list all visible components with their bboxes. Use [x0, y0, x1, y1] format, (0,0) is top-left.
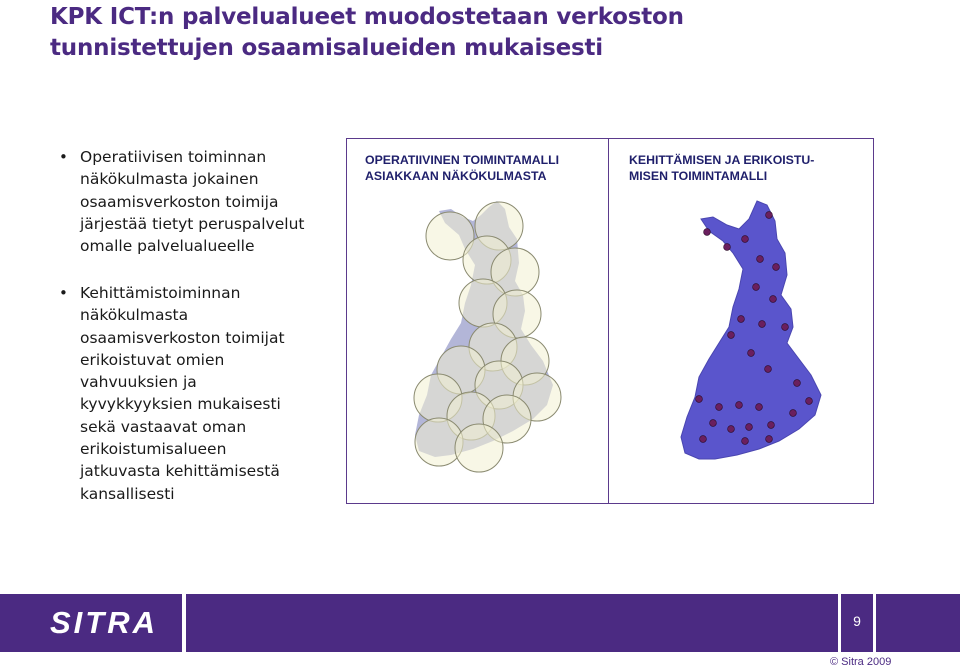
competence-node	[704, 229, 711, 236]
development-model-title: KEHITTÄMISEN JA ERIKOISTU- MISEN TOIMINTAMALLI	[629, 153, 815, 183]
competence-node	[728, 332, 735, 339]
slide-title-line-2: tunnistettujen osaamisalueiden mukaisesti	[50, 35, 603, 61]
competence-node	[742, 236, 749, 243]
competence-node	[766, 212, 773, 219]
page-number-box	[838, 594, 876, 652]
competence-node	[765, 366, 772, 373]
competence-node	[757, 256, 764, 263]
competence-node	[724, 244, 731, 251]
competence-node	[753, 284, 760, 291]
service-area-circles	[414, 202, 561, 472]
operational-model-panel	[346, 138, 610, 504]
competence-node	[736, 402, 743, 409]
competence-node	[768, 422, 775, 429]
competence-node	[773, 264, 780, 271]
competence-node	[746, 424, 753, 431]
page-number: 9	[853, 613, 861, 629]
competence-node	[794, 380, 801, 387]
finland-map-with-competence-nodes	[609, 139, 873, 502]
competence-node	[806, 398, 813, 405]
competence-node	[748, 350, 755, 357]
bullet-marker: •	[59, 148, 68, 166]
development-model-panel	[608, 138, 874, 504]
slide-title	[50, 2, 930, 64]
copyright-notice: © Sitra 2009	[830, 656, 892, 668]
slide-title-line-1: KPK ICT:n palvelualueet muodostetaan verkoston	[50, 4, 684, 30]
competence-node	[759, 321, 766, 328]
service-area-circle	[455, 424, 503, 472]
operational-model-title: OPERATIIVINEN TOIMINTAMALLI ASIAKKAAN NÄKÖKULMASTA	[365, 153, 560, 183]
footer-bar	[0, 594, 960, 652]
bullet-text-operational: Operatiivisen toiminnan näkökulmasta jokainen osaamisverkoston toimija järjestää tietyt peruspalvelut omalle palvelualueelle	[80, 148, 305, 256]
bullet-text-development: Kehittämistoiminnan näkökulmasta osaamisverkoston toimijat erikoistuvat omien vahvuuksien ja kyvykkyyksien mukaisesti sekä vastaavat oman erikoistumisalueen jatkuvasta kehittämisestä kansallisesti	[80, 284, 285, 503]
competence-node	[700, 436, 707, 443]
competence-node	[770, 296, 777, 303]
competence-node	[710, 420, 717, 427]
sitra-logo-text: SITRA	[50, 605, 158, 640]
competence-node	[738, 316, 745, 323]
competence-node	[756, 404, 763, 411]
competence-node	[728, 426, 735, 433]
competence-node	[716, 404, 723, 411]
finland-map-with-service-areas	[347, 139, 609, 502]
competence-node	[742, 438, 749, 445]
competence-node	[782, 324, 789, 331]
bullet-item-development	[58, 282, 348, 505]
bullet-marker: •	[59, 284, 68, 302]
competence-node	[696, 396, 703, 403]
sitra-logo	[0, 594, 186, 652]
finland-shape-dark	[681, 201, 821, 459]
competence-node	[766, 436, 773, 443]
competence-node	[790, 410, 797, 417]
bullet-item-operational	[58, 146, 348, 257]
